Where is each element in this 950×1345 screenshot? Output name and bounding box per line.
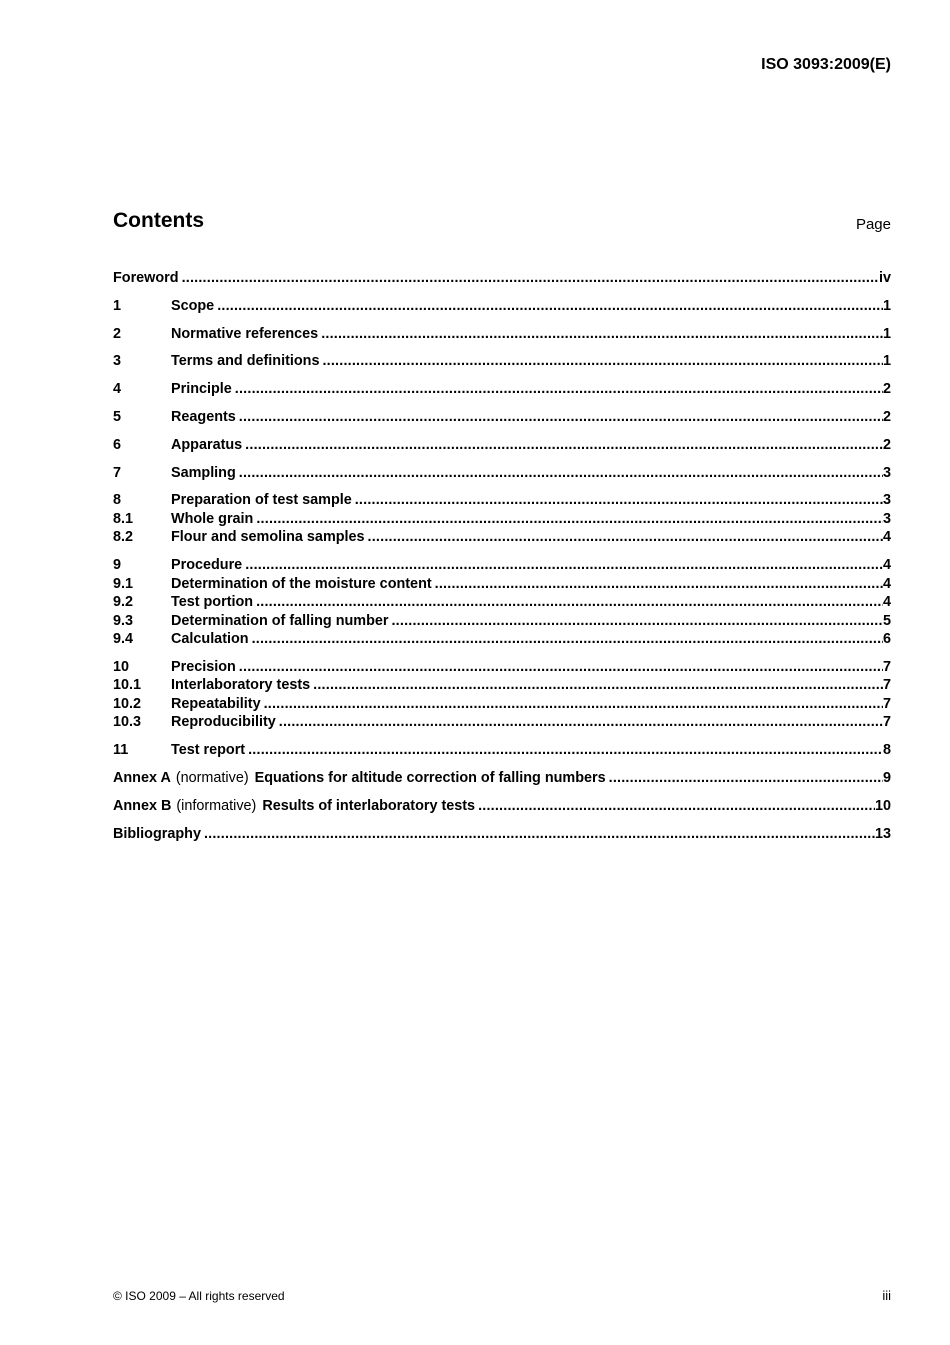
toc-entry-page: 4 xyxy=(882,557,891,574)
toc-entry-title: Sampling xyxy=(171,464,236,481)
dot-leader xyxy=(248,741,883,760)
dot-leader xyxy=(609,769,883,788)
dot-leader xyxy=(256,593,883,612)
toc-entry-title: Repeatability xyxy=(171,695,261,712)
toc-entry-page: 5 xyxy=(882,612,891,629)
toc-entry-page: 13 xyxy=(874,825,891,842)
toc-annex-type: (normative) xyxy=(175,770,249,787)
toc-entry-title: Principle xyxy=(171,381,232,398)
dot-leader xyxy=(321,325,883,344)
table-of-contents xyxy=(113,269,891,843)
dot-leader xyxy=(279,713,883,732)
dot-leader xyxy=(355,491,883,510)
toc-entry-number: 5 xyxy=(113,408,122,425)
toc-entry-number: 2 xyxy=(113,325,122,342)
toc-entry[interactable] xyxy=(113,269,891,288)
toc-entry[interactable] xyxy=(113,491,891,510)
toc-entry-page: 4 xyxy=(882,575,891,592)
toc-entry-page: iv xyxy=(878,270,891,286)
toc-annex-label: Annex B xyxy=(113,797,172,814)
toc-entry-title: Foreword xyxy=(113,270,179,286)
toc-annex-label: Annex A xyxy=(113,770,171,787)
toc-entry-title: Equations for altitude correction of falling numbers xyxy=(254,770,606,787)
toc-entry[interactable] xyxy=(113,464,891,483)
toc-entry-number: 8 xyxy=(113,492,122,509)
toc-entry-page: 6 xyxy=(882,631,891,648)
toc-entry[interactable] xyxy=(113,593,891,612)
toc-entry-title: Precision xyxy=(171,658,236,675)
toc-entry[interactable] xyxy=(113,695,891,714)
dot-leader xyxy=(368,528,883,547)
toc-entry-title: Test portion xyxy=(171,594,254,611)
toc-entry[interactable] xyxy=(113,630,891,649)
toc-entry-title: Procedure xyxy=(171,557,243,574)
document-id: ISO 3093:2009(E) xyxy=(761,56,891,73)
dot-leader xyxy=(478,797,875,816)
toc-entry-page: 8 xyxy=(882,742,891,759)
toc-entry-page: 2 xyxy=(882,436,891,453)
toc-entry[interactable] xyxy=(113,528,891,547)
toc-entry-number: 9.1 xyxy=(113,575,134,592)
toc-entry-title: Bibliography xyxy=(113,825,201,842)
toc-entry[interactable] xyxy=(113,380,891,399)
toc-entry-title: Calculation xyxy=(171,631,249,648)
dot-leader xyxy=(245,556,883,575)
toc-entry-number: 7 xyxy=(113,464,122,481)
toc-entry-page: 4 xyxy=(882,529,891,546)
toc-entry-title: Reproducibility xyxy=(171,714,276,731)
toc-entry-number: 10.2 xyxy=(113,695,142,712)
dot-leader xyxy=(235,380,883,399)
toc-entry[interactable] xyxy=(113,612,891,631)
toc-entry[interactable] xyxy=(113,676,891,695)
toc-entry-title: Determination of falling number xyxy=(171,612,389,629)
toc-entry[interactable] xyxy=(113,408,891,427)
toc-entry-number: 6 xyxy=(113,436,122,453)
toc-entry-number: 8.2 xyxy=(113,529,134,546)
toc-entry-number: 9.4 xyxy=(113,631,134,648)
toc-entry[interactable] xyxy=(113,352,891,371)
dot-leader xyxy=(245,436,883,455)
toc-entry[interactable] xyxy=(113,713,891,732)
toc-entry-number: 9.2 xyxy=(113,594,134,611)
toc-entry[interactable] xyxy=(113,436,891,455)
toc-entry-title: Reagents xyxy=(171,408,236,425)
copyright-notice: © ISO 2009 – All rights reserved xyxy=(113,1289,285,1303)
toc-entry-title: Scope xyxy=(171,297,215,314)
toc-entry-number: 9 xyxy=(113,557,122,574)
toc-entry-title: Preparation of test sample xyxy=(171,492,352,509)
toc-entry-title: Test report xyxy=(171,742,246,759)
dot-leader xyxy=(322,352,883,371)
toc-entry-title: Flour and semolina samples xyxy=(171,529,365,546)
toc-entry-page: 3 xyxy=(882,492,891,509)
dot-leader xyxy=(182,269,879,288)
dot-leader xyxy=(252,630,883,649)
dot-leader xyxy=(391,612,883,631)
dot-leader xyxy=(313,676,883,695)
toc-entry[interactable] xyxy=(113,297,891,316)
toc-entry-number: 9.3 xyxy=(113,612,134,629)
toc-entry-page: 1 xyxy=(882,353,891,370)
toc-entry[interactable] xyxy=(113,769,891,788)
toc-entry-number: 4 xyxy=(113,381,122,398)
toc-entry[interactable] xyxy=(113,797,891,816)
toc-entry[interactable] xyxy=(113,658,891,677)
contents-title: Contents xyxy=(113,209,204,232)
toc-entry-page: 2 xyxy=(882,408,891,425)
toc-entry-page: 7 xyxy=(882,714,891,731)
toc-entry[interactable] xyxy=(113,825,891,844)
toc-entry-number: 8.1 xyxy=(113,510,134,527)
toc-entry-page: 4 xyxy=(882,594,891,611)
toc-entry-title: Determination of the moisture content xyxy=(171,575,432,592)
toc-entry-title: Terms and definitions xyxy=(171,353,320,370)
page-number: iii xyxy=(882,1288,891,1303)
toc-entry[interactable] xyxy=(113,575,891,594)
page-column-label: Page xyxy=(855,216,891,233)
toc-entry-page: 7 xyxy=(882,695,891,712)
toc-entry-page: 7 xyxy=(882,677,891,694)
toc-annex-type: (informative) xyxy=(176,797,257,814)
toc-entry-number: 1 xyxy=(113,297,122,314)
dot-leader xyxy=(204,825,875,844)
toc-entry-page: 3 xyxy=(882,464,891,481)
toc-entry[interactable] xyxy=(113,510,891,529)
toc-entry-number: 10.3 xyxy=(113,714,142,731)
toc-entry-title: Normative references xyxy=(171,325,319,342)
toc-entry-number: 3 xyxy=(113,353,122,370)
toc-entry-number: 10 xyxy=(113,658,130,675)
toc-entry-number: 11 xyxy=(113,742,129,759)
dot-leader xyxy=(239,464,883,483)
toc-entry-page: 7 xyxy=(882,658,891,675)
dot-leader xyxy=(256,510,883,529)
toc-entry-title: Results of interlaboratory tests xyxy=(262,797,476,814)
toc-entry-page: 2 xyxy=(882,381,891,398)
toc-entry-title: Apparatus xyxy=(171,436,243,453)
toc-entry-page: 1 xyxy=(882,325,891,342)
toc-entry-page: 1 xyxy=(882,297,891,314)
dot-leader xyxy=(217,297,883,316)
dot-leader xyxy=(239,658,883,677)
toc-entry-number: 10.1 xyxy=(113,677,142,694)
toc-entry[interactable] xyxy=(113,741,891,760)
toc-entry-title: Whole grain xyxy=(171,510,254,527)
toc-entry-page: 10 xyxy=(874,797,891,814)
dot-leader xyxy=(239,408,883,427)
dot-leader xyxy=(264,695,883,714)
toc-entry-page: 9 xyxy=(882,770,891,787)
dot-leader xyxy=(435,575,883,594)
toc-entry-page: 3 xyxy=(882,510,891,527)
toc-entry[interactable] xyxy=(113,325,891,344)
toc-entry-title: Interlaboratory tests xyxy=(171,677,311,694)
toc-entry[interactable] xyxy=(113,556,891,575)
